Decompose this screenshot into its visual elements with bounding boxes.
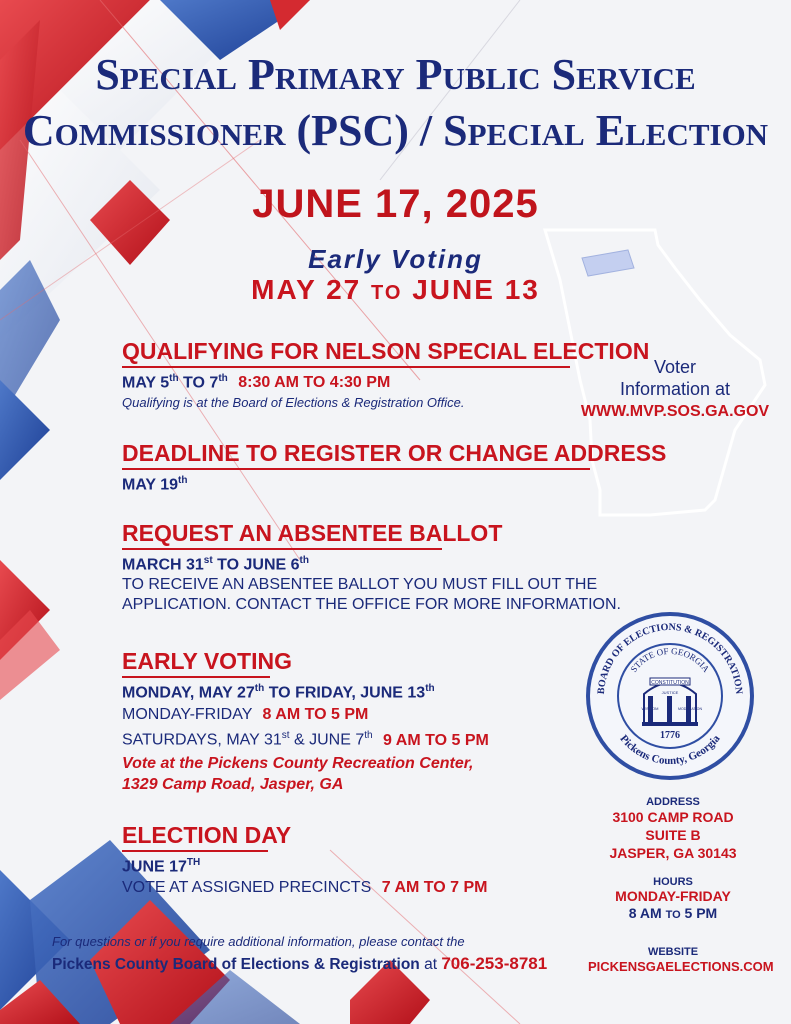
seal-banner: CONSTITUTION [651, 680, 689, 686]
early-voting-dates [0, 274, 791, 306]
seal-motto3: MODERATION [677, 707, 703, 711]
early-weekday-label: MONDAY-FRIDAY [122, 706, 253, 724]
election-day-sup: TH [186, 857, 201, 868]
early-sat-sup-b: th [364, 730, 373, 742]
early-sat-time: 9 AM TO 5 PM [383, 731, 489, 749]
absentee-section [122, 520, 621, 614]
register-heading: DEADLINE TO REGISTER OR CHANGE ADDRESS [122, 440, 667, 466]
address-line2: SUITE B [645, 827, 701, 843]
qualifying-time: 8:30 AM TO 4:30 PM [238, 374, 391, 392]
early-sat-sup-a: st [281, 730, 290, 742]
election-day-heading: ELECTION DAY [122, 822, 292, 848]
absentee-date-b: TO JUNE 6 [212, 556, 300, 574]
hours-to: TO [665, 909, 681, 921]
footer-org: Pickens County Board of Elections & Registration [52, 956, 420, 973]
register-date-text: MAY 19 [122, 476, 179, 494]
address-label: ADDRESS [646, 796, 700, 808]
absentee-line2: APPLICATION. CONTACT THE OFFICE FOR MORE INFORMATION. [122, 596, 621, 614]
qualifying-sup-b: th [218, 373, 228, 384]
website-label: WEBSITE [647, 946, 699, 958]
hours-label: HOURS [653, 876, 693, 888]
early-sat-b: & JUNE 7 [289, 731, 365, 749]
voter-info-line1: Voter [653, 357, 697, 377]
early-sup-a: th [254, 683, 265, 694]
hours-line1: MONDAY-FRIDAY [615, 888, 731, 904]
election-day-underline [122, 850, 268, 852]
early-saturday [122, 730, 489, 749]
election-date: JUNE 17, 2025 [252, 182, 539, 226]
early-location1: Vote at the Pickens County Recreation Center, [122, 754, 474, 772]
seal-bottom-text: Pickens County, Georgia [617, 732, 723, 768]
contact-info [588, 796, 774, 976]
absentee-dates [122, 555, 621, 574]
qualifying-note: Qualifying is at the Board of Elections & Registration Office. [122, 395, 465, 411]
address-line3: JASPER, GA 30143 [609, 845, 737, 861]
absentee-line1: TO RECEIVE AN ABSENTEE BALLOT YOU MUST FILL OUT THE [122, 576, 598, 594]
hours-end: 5 PM [680, 905, 718, 921]
seal-state-text: STATE OF GEORGIA [628, 645, 712, 675]
early-voting-to: TO [371, 282, 403, 304]
register-underline [122, 468, 590, 470]
qualifying-date-b: TO 7 [178, 374, 219, 392]
early-underline [122, 676, 270, 678]
absentee-sup-a: st [203, 555, 213, 566]
absentee-heading: REQUEST AN ABSENTEE BALLOT [122, 520, 503, 546]
absentee-date-a: MARCH 31 [122, 556, 204, 574]
qualifying-heading: QUALIFYING FOR NELSON SPECIAL ELECTION [122, 338, 650, 364]
election-day-text: VOTE AT ASSIGNED PRECINCTS [122, 879, 372, 897]
register-sup: th [178, 475, 188, 486]
title-line-2: Commissioner (PSC) / Special Election [22, 106, 769, 155]
early-weekday [122, 706, 489, 724]
footer [52, 934, 552, 974]
seal-year: 1776 [660, 730, 680, 741]
election-day-date [122, 857, 488, 876]
early-range-a: MONDAY, MAY 27 [122, 684, 255, 702]
early-voting-start: MAY 27 [251, 274, 362, 305]
seal-outer-text: BOARD OF ELECTIONS & REGISTRATION [595, 621, 745, 695]
qualifying-section [122, 338, 649, 410]
county-seal [584, 610, 756, 782]
footer-line2 [52, 954, 552, 974]
early-range-b: TO FRIDAY, JUNE 13 [264, 684, 426, 702]
absentee-underline [122, 548, 442, 550]
address-line1: 3100 CAMP ROAD [612, 809, 734, 825]
qualifying-dates [122, 373, 649, 392]
seal-motto1: WISDOM [641, 706, 659, 711]
qualifying-date-a: MAY 5 [122, 374, 170, 392]
absentee-sup-b: th [299, 555, 309, 566]
election-day-time: 7 AM TO 7 PM [381, 879, 488, 897]
qualifying-sup-a: th [169, 373, 179, 384]
website-link[interactable]: PICKENSGAELECTIONS.COM [588, 959, 774, 974]
early-voting-section [122, 648, 489, 794]
early-weekday-time: 8 AM TO 5 PM [262, 706, 369, 724]
early-heading: EARLY VOTING [122, 648, 292, 674]
early-voting-label: Early Voting [308, 244, 483, 274]
election-day-date-text: JUNE 17 [122, 858, 187, 876]
qualifying-underline [122, 366, 570, 368]
hours-line2 [588, 905, 758, 924]
early-sat-a: SATURDAYS, MAY 31 [122, 731, 282, 749]
election-day-section [122, 822, 488, 897]
footer-phone[interactable]: 706-253-8781 [441, 954, 548, 973]
register-section [122, 440, 666, 494]
early-sup-b: th [425, 683, 435, 694]
early-range [122, 683, 489, 702]
early-location2: 1329 Camp Road, Jasper, GA [122, 775, 344, 793]
voter-info-url[interactable]: WWW.MVP.SOS.GA.GOV [580, 403, 770, 420]
footer-at: at [424, 956, 438, 973]
footer-line1: For questions or if you require additional information, please contact the [52, 934, 465, 949]
early-voting-end: JUNE 13 [412, 274, 540, 305]
voter-info-line2: Information at [619, 379, 731, 399]
hours-start: 8 AM [628, 905, 666, 921]
seal-motto2: JUSTICE [661, 690, 679, 695]
register-date [122, 475, 666, 494]
election-day-line [122, 879, 488, 897]
title-line-1: Special Primary Public Service [95, 50, 696, 99]
